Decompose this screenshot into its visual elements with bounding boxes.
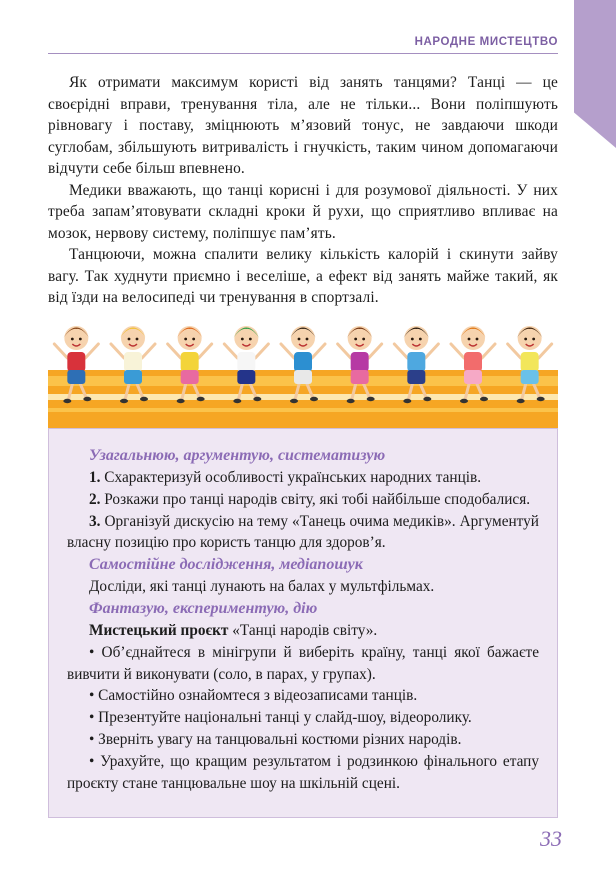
task-3-text: Організуй дискусію на тему «Танець очима медиків». Аргументуй власну позицію про користь танцю для здоров’я. — [67, 512, 539, 552]
task-1 — [67, 467, 539, 489]
body-text — [48, 72, 558, 309]
task-3 — [67, 511, 539, 555]
paragraph-2: Медики вважають, що танці корисні і для розумової діяльності. У них треба запам’ятовувати складні кроки й рухи, що сприятливо впливає на мозок, нервову систему, поліпшує пам’ять. — [48, 181, 558, 242]
task-1-text: Схарактеризуй особливості українських народних танців. — [100, 469, 482, 486]
paragraph-3: Танцюючи, можна спалити велику кількість калорій і скинути зайву вагу. Так худнути приємно і веселіше, а ефект від занять майже такий, як від їзди на велосипеді чи тренування в спортзалі. — [48, 246, 558, 306]
bullet-3: • Презентуйте національні танці у слайд-шоу, відеоролику. — [89, 709, 472, 727]
project-label: Мистецький проєкт — [89, 621, 229, 639]
bullet-1: • Об’єднайтеся в мінігрупи й виберіть країну, танці якої бажаєте вивчити й виконувати (соло, в парах, у групах). — [67, 643, 539, 683]
bullet-2: • Самостійно ознайомтеся з відеозаписами танців. — [89, 687, 418, 705]
dancing-children-illustration — [48, 314, 558, 428]
bullet-5: • Урахуйте, що кращим результатом і родзинкою фінального етапу проєкту стане танцювальне шоу на шкільній сцені. — [67, 752, 539, 792]
corner-tab — [574, 0, 616, 148]
task-3-number: 3. — [89, 512, 101, 530]
paragraph-1: Як отримати максимум користі від занять танцями? Танці — це своєрідні вправи, тренування тіла, але не тільки... Вони поліпшують рівновагу і поставу, зміцнюють м’язовий тонус, не завдаючи шкоди суглобам, збільшують витривалість і гнучкість, таким чином допомагаючи відчути себе більш впевнено. — [48, 74, 558, 177]
stage-stripe-2 — [48, 408, 558, 412]
tasks-box — [48, 428, 558, 818]
task-2-number: 2. — [89, 490, 101, 508]
task-2-text: Розкажи про танці народів світу, які тобі найбільше сподобалися. — [100, 490, 531, 508]
bullet-4: • Зверніть увагу на танцювальні костюми різних народів. — [89, 730, 462, 748]
task-1-number: 1. — [89, 469, 101, 486]
project-name: «Танці народів світу». — [228, 621, 378, 639]
page-number: 33 — [540, 826, 562, 851]
project-title — [67, 620, 539, 642]
research-task: Досліди, які танці лунають на балах у мультфільмах. — [89, 578, 435, 596]
heading-fantasize: Фантазую, експериментую, дію — [89, 599, 318, 617]
heading-research: Самостійне дослідження, медіапошук — [89, 556, 363, 574]
heading-generalize: Узагальнюю, аргументую, систематизую — [89, 447, 386, 464]
task-2 — [67, 489, 539, 511]
section-header: НАРОДНЕ МИСТЕЦТВО — [48, 36, 558, 54]
